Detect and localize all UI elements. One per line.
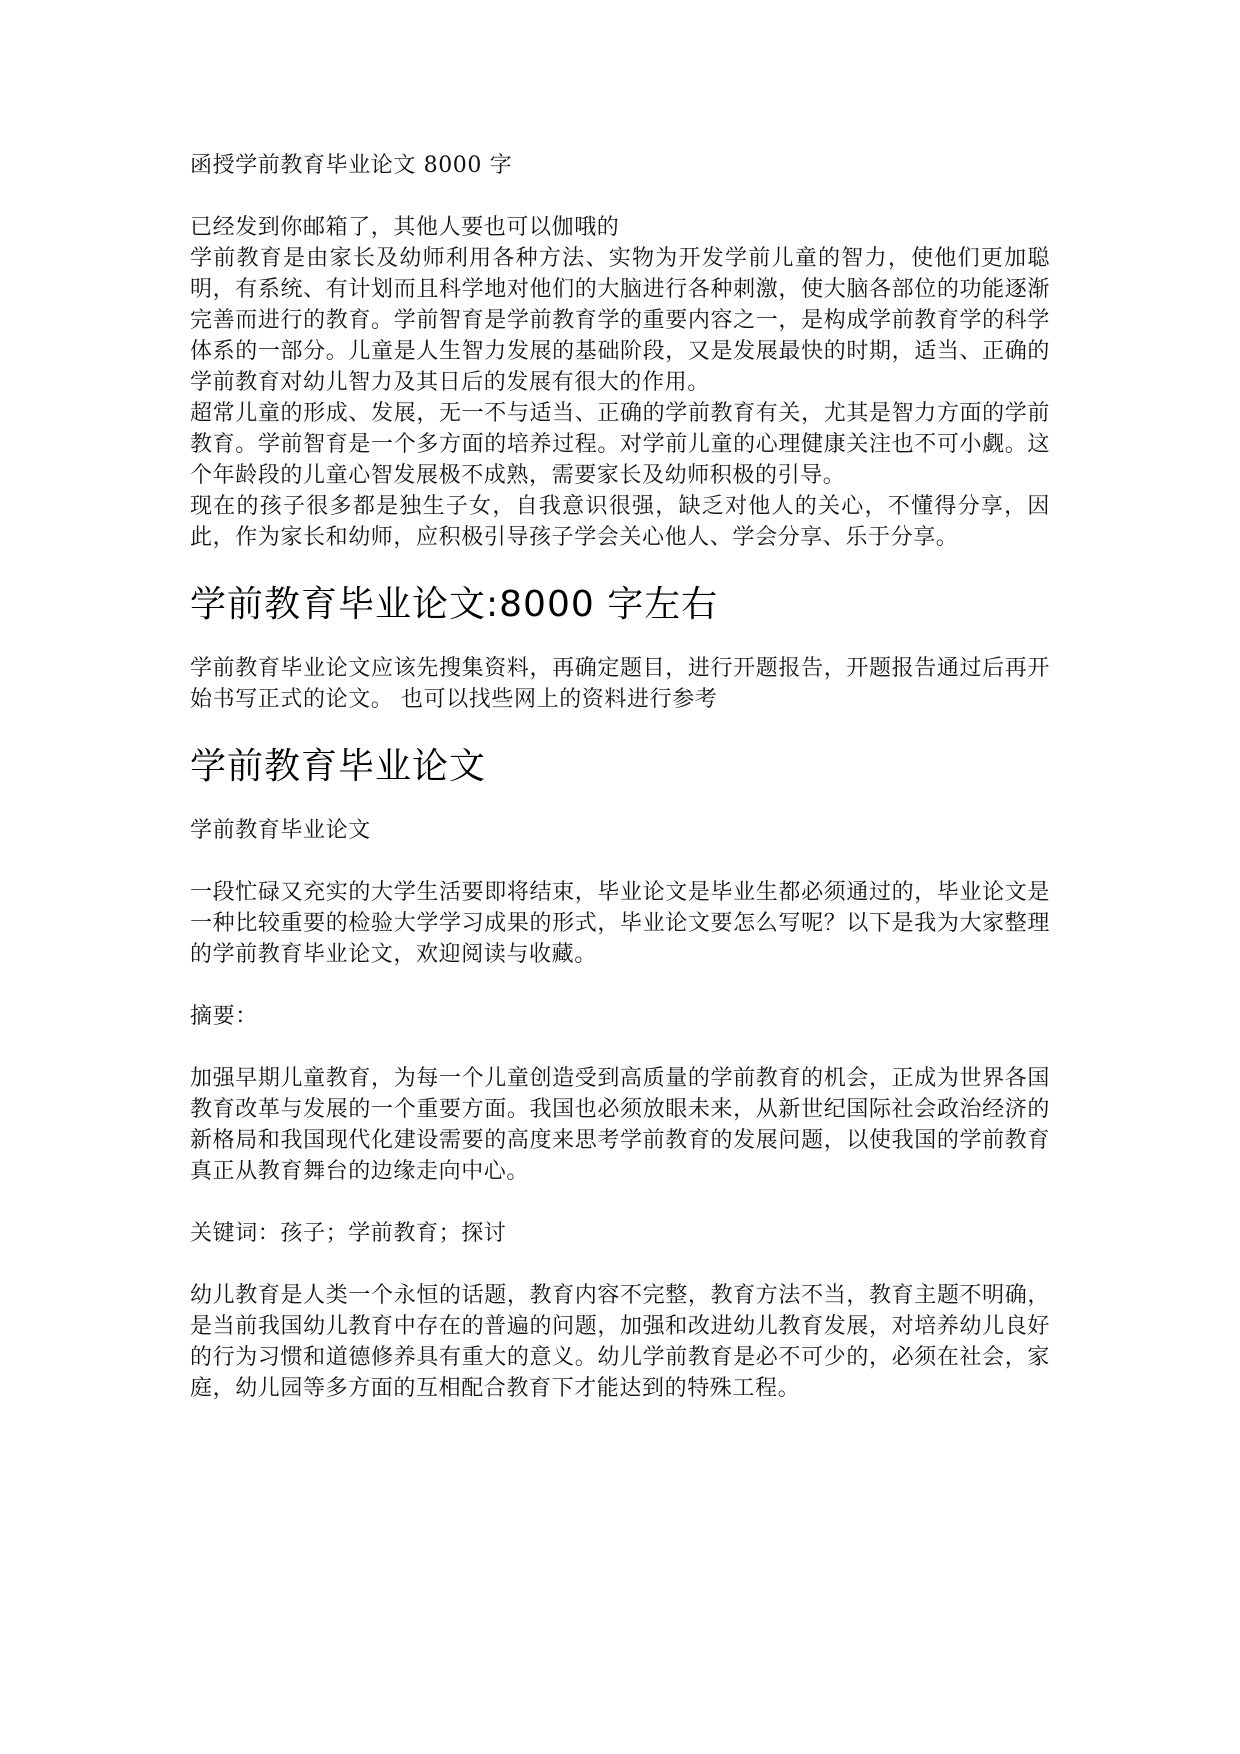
intro-paragraph-3: 超常儿童的形成、发展，无一不与适当、正确的学前教育有关，尤其是智力方面的学前教育。学前智育是一个多方面的培养过程。对学前儿童的心理健康关注也不可小觑。这个年龄段的儿童心智发展极不成熟，需要家长及幼师积极的引导。 [190, 401, 1050, 488]
section2-intro-paragraph: 一段忙碌又充实的大学生活要即将结束，毕业论文是毕业生都必须通过的，毕业论文是一种比较重要的检验大学学习成果的形式，毕业论文要怎么写呢？以下是我为大家整理的学前教育毕业论文，欢迎阅读与收藏。 [190, 880, 1050, 967]
document-title-line: 函授学前教育毕业论文 8000 字 [190, 153, 513, 178]
spacer [190, 181, 1050, 212]
spacer [190, 1249, 1050, 1280]
body-paragraph: 幼儿教育是人类一个永恒的话题，教育内容不完整，教育方法不当，教育主题不明确，是当前我国幼儿教育中存在的普遍的问题，加强和改进幼儿教育发展，对培养幼儿良好的行为习惯和道德修养具有重大的意义。幼儿学前教育是必不可少的，必须在社会，家庭，幼儿园等多方面的互相配合教育下才能达到的特殊工程。 [190, 1283, 1050, 1401]
spacer [190, 715, 1050, 745]
spacer [190, 846, 1050, 877]
section1-paragraph: 学前教育毕业论文应该先搜集资料，再确定题目，进行开题报告，开题报告通过后再开始书写正式的论文。 也可以找些网上的资料进行参考 [190, 656, 1050, 712]
abstract-label: 摘要： [190, 1004, 258, 1029]
spacer [190, 789, 1050, 815]
intro-paragraph-1: 已经发到你邮箱了，其他人要也可以伽哦的 [190, 215, 620, 240]
section-heading-8000: 学前教育毕业论文:8000 字左右 [190, 584, 719, 625]
keywords-line: 关键词：孩子；学前教育；探讨 [190, 1221, 507, 1246]
abstract-text: 加强早期儿童教育，为每一个儿童创造受到高质量的学前教育的机会，正成为世界各国教育改革与发展的一个重要方面。我国也必须放眼未来，从新世纪国际社会政治经济的新格局和我国现代化建设需要的高度来思考学前教育的发展问题，以使我国的学前教育真正从教育舞台的边缘走向中心。 [190, 1066, 1050, 1184]
document-page [190, 150, 1050, 1404]
spacer [190, 553, 1050, 583]
intro-paragraph-4: 现在的孩子很多都是独生子女，自我意识很强，缺乏对他人的关心，不懂得分享，因此，作为家长和幼师，应积极引导孩子学会关心他人、学会分享、乐于分享。 [190, 494, 1050, 550]
section-heading-thesis: 学前教育毕业论文 [190, 746, 487, 787]
spacer [190, 1032, 1050, 1063]
spacer [190, 1187, 1050, 1218]
section2-subtitle: 学前教育毕业论文 [190, 818, 371, 843]
spacer [190, 627, 1050, 653]
spacer [190, 970, 1050, 1001]
intro-paragraph-2: 学前教育是由家长及幼师利用各种方法、实物为开发学前儿童的智力，使他们更加聪明，有系统、有计划而且科学地对他们的大脑进行各种刺激，使大脑各部位的功能逐渐完善而进行的教育。学前智育是学前教育学的重要内容之一，是构成学前教育学的科学体系的一部分。儿童是人生智力发展的基础阶段，又是发展最快的时期，适当、正确的学前教育对幼儿智力及其日后的发展有很大的作用。 [190, 246, 1050, 395]
